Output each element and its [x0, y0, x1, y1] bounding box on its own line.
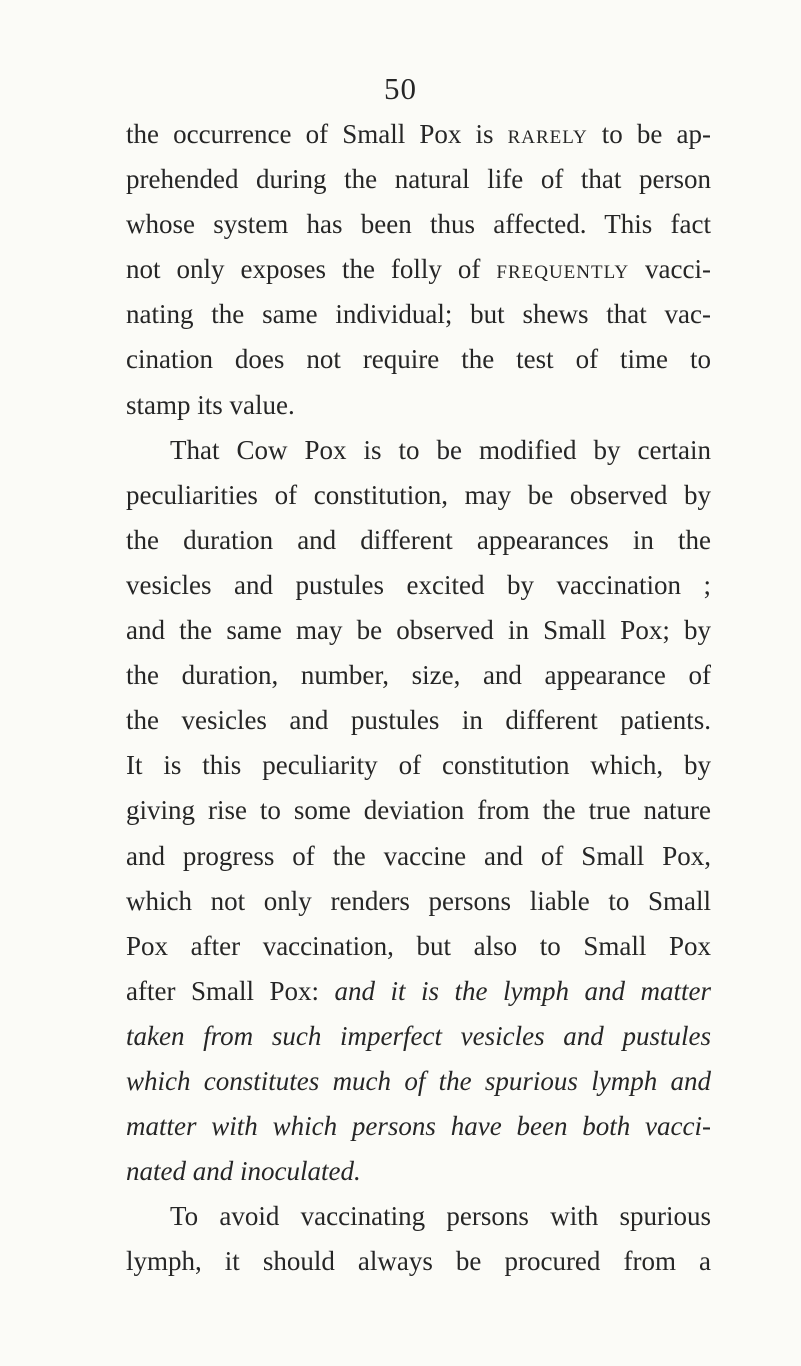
text-line: nating the same individual; but shews that vac- [126, 299, 711, 330]
italic-line: matter with which persons have been both vacci- [126, 1111, 711, 1142]
italic-emphasis: and it is the lymph and matter [334, 975, 711, 1006]
text-line: cination does not require the test of time to [126, 344, 711, 375]
text-line: giving rise to some deviation from the true nature [126, 795, 711, 826]
text-line: the duration, number, size, and appearance of [126, 660, 711, 691]
text-line: and progress of the vaccine and of Small Pox, [126, 840, 711, 871]
small-caps-emphasis: frequently [496, 254, 630, 285]
text-line: and the same may be observed in Small Pox; by [126, 615, 711, 646]
text-line: prehended during the natural life of that person [126, 164, 711, 195]
paragraph-end-line: nated and inoculated. [126, 1156, 361, 1187]
text-line: which not only renders persons liable to Small [126, 885, 711, 916]
text-line: the occurrence of Small Pox is rarely to be ap- [126, 119, 711, 149]
text-line: lymph, it should always be procured from a [126, 1246, 711, 1277]
italic-line: taken from such imperfect vesicles and pustules [126, 1020, 711, 1051]
small-caps-emphasis: rarely [507, 119, 588, 149]
text-line: not only exposes the folly of frequently vacci- [126, 254, 711, 285]
page-number: 50 [384, 71, 417, 106]
text-line: It is this peculiarity of constitution which, by [126, 750, 711, 781]
italic-line: which constitutes much of the spurious lymph and [126, 1065, 711, 1096]
paragraph-start-line: To avoid vaccinating persons with spurious [170, 1201, 711, 1232]
text-line: the vesicles and pustules in different patients. [126, 705, 711, 736]
text-line: vesicles and pustules excited by vaccination ; [126, 569, 711, 600]
text-line: peculiarities of constitution, may be observed by [126, 479, 711, 510]
text-line: the duration and different appearances in the [126, 524, 711, 555]
paragraph-start-line: That Cow Pox is to be modified by certain [170, 434, 711, 465]
body-text [126, 112, 711, 1284]
paragraph-end-line: stamp its value. [126, 389, 295, 420]
text-line: after Small Pox: and it is the lymph and matter [126, 975, 711, 1006]
text-line: Pox after vaccination, but also to Small Pox [126, 930, 711, 961]
text-line: whose system has been thus affected. This fact [126, 209, 711, 240]
